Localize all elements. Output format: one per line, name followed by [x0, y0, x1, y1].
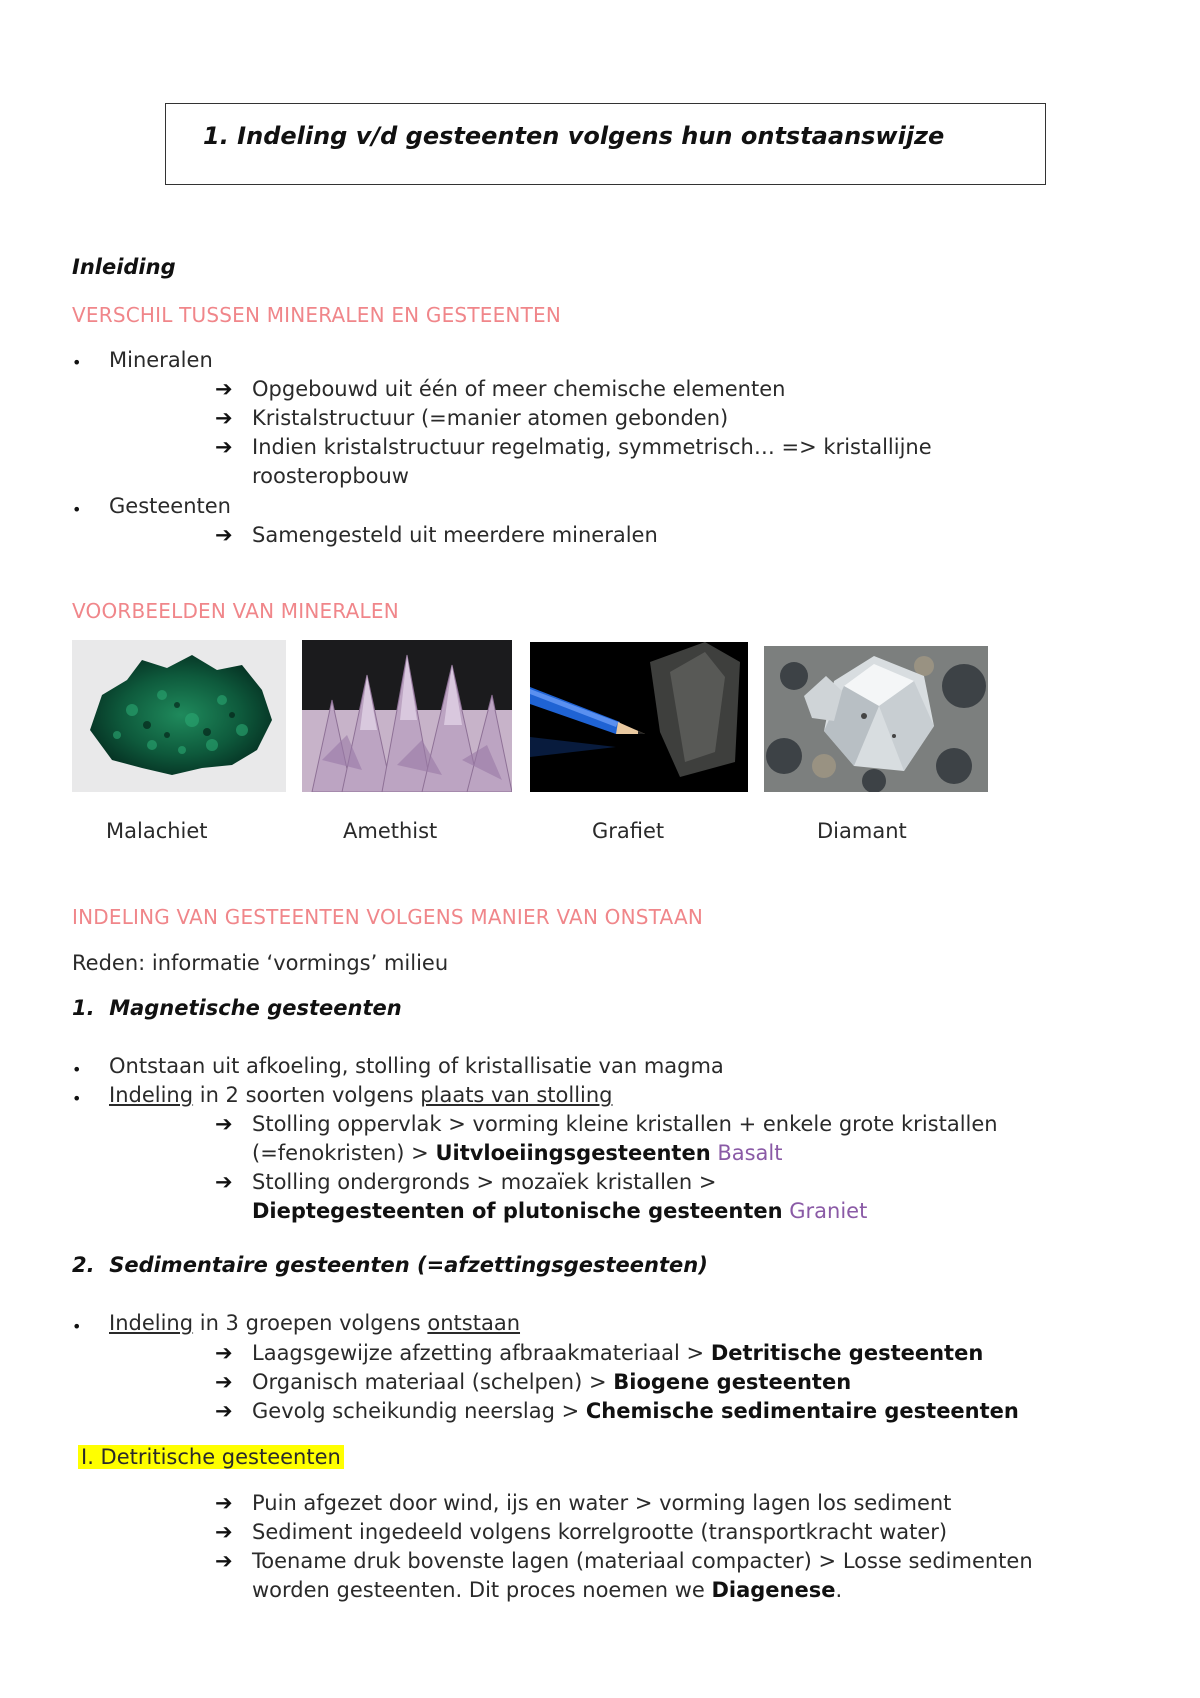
bullet-marker: • [72, 353, 82, 372]
list-item-continuation [252, 1141, 783, 1165]
example-rock: Graniet [789, 1199, 868, 1223]
arrow-icon: ➔ [215, 435, 233, 459]
section-heading-verschil: VERSCHIL TUSSEN MINERALEN EN GESTEENTEN [72, 303, 561, 327]
plain-text: Laagsgewijze afzetting afbraakmateriaal > [252, 1341, 711, 1365]
list-item: Puin afgezet door wind, ijs en water > vorming lagen los sediment [252, 1491, 952, 1515]
list-item: Samengesteld uit meerdere mineralen [252, 523, 658, 547]
list-item [252, 1341, 983, 1365]
arrow-icon: ➔ [215, 1341, 233, 1365]
bold-term: Dieptegesteenten of plutonische gesteenten [252, 1199, 783, 1223]
reden-text: Reden: informatie ‘vormings’ milieu [72, 951, 449, 975]
caption-amethist: Amethist [343, 819, 438, 843]
malachiet-image [72, 640, 286, 792]
bullet-marker: • [72, 1089, 82, 1108]
bullet-marker: • [72, 500, 82, 519]
bold-term: Diagenese [711, 1578, 836, 1602]
arrow-icon: ➔ [215, 1491, 233, 1515]
arrow-icon: ➔ [215, 1549, 233, 1573]
list-item [252, 1399, 1019, 1423]
underlined-text: Indeling [109, 1311, 194, 1335]
amethist-image [302, 640, 512, 792]
list-item: Sediment ingedeeld volgens korrelgrootte (transportkracht water) [252, 1520, 948, 1544]
plain-text: in 2 soorten volgens [193, 1083, 421, 1107]
arrow-icon: ➔ [215, 1520, 233, 1544]
plain-text: . [835, 1578, 843, 1602]
bullet-mineralen: Mineralen [109, 348, 213, 372]
list-item-continuation [252, 1578, 842, 1602]
arrow-icon: ➔ [215, 1399, 233, 1423]
list-item: Kristalstructuur (=manier atomen gebonden) [252, 406, 729, 430]
arrow-icon: ➔ [215, 406, 233, 430]
page-title: 1. Indeling v/d gesteenten volgens hun ontstaanswijze [203, 122, 945, 150]
plain-text: (=fenokristen) > [252, 1141, 436, 1165]
list-item-continuation: roosteropbouw [252, 464, 409, 488]
arrow-icon: ➔ [215, 1170, 233, 1194]
section-heading-voorbeelden: VOORBEELDEN VAN MINERALEN [72, 599, 399, 623]
list-item: Toename druk bovenste lagen (materiaal compacter) > Losse sedimenten [252, 1549, 1033, 1573]
plain-text: Gevolg scheikundig neerslag > [252, 1399, 586, 1423]
list-item: Opgebouwd uit één of meer chemische elementen [252, 377, 786, 401]
plain-text: worden gesteenten. Dit proces noemen we [252, 1578, 712, 1602]
grafiet-image [530, 642, 748, 792]
list-item [252, 1370, 851, 1394]
bullet-marker: • [72, 1060, 82, 1079]
section-heading-indeling: INDELING VAN GESTEENTEN VOLGENS MANIER VAN ONSTAAN [72, 905, 704, 929]
indeling-bullet-2 [109, 1311, 520, 1335]
caption-diamant: Diamant [817, 819, 907, 843]
indeling-bullet-1 [109, 1083, 613, 1107]
underlined-text: ontstaan [427, 1311, 521, 1335]
plain-text: in 3 groepen volgens [193, 1311, 428, 1335]
bullet-marker: • [72, 1317, 82, 1336]
underlined-text: plaats van stolling [420, 1083, 613, 1107]
arrow-icon: ➔ [215, 1112, 233, 1136]
caption-malachiet: Malachiet [106, 819, 208, 843]
plain-text: Organisch materiaal (schelpen) > [252, 1370, 614, 1394]
bold-term: Biogene gesteenten [613, 1370, 852, 1394]
list-item: Stolling ondergronds > mozaïek kristallen > [252, 1170, 717, 1194]
magma-bullet: Ontstaan uit afkoeling, stolling of kristallisatie van magma [109, 1054, 724, 1078]
list-item: Indien kristalstructuur regelmatig, symmetrisch… => kristallijne [252, 435, 932, 459]
subheading-sedimentaire: 2. Sedimentaire gesteenten (=afzettingsgesteenten) [72, 1253, 708, 1277]
caption-grafiet: Grafiet [592, 819, 665, 843]
arrow-icon: ➔ [215, 523, 233, 547]
detritisch-heading-highlight: I. Detritische gesteenten [78, 1445, 344, 1469]
arrow-icon: ➔ [215, 1370, 233, 1394]
list-item-continuation [252, 1199, 867, 1223]
diamant-image [764, 646, 988, 792]
intro-heading: Inleiding [72, 255, 176, 279]
subheading-magnetische: 1. Magnetische gesteenten [72, 996, 402, 1020]
bold-term: Chemische sedimentaire gesteenten [585, 1399, 1019, 1423]
bullet-gesteenten: Gesteenten [109, 494, 231, 518]
bold-term: Detritische gesteenten [710, 1341, 984, 1365]
example-rock: Basalt [717, 1141, 783, 1165]
list-item: Stolling oppervlak > vorming kleine kristallen + enkele grote kristallen [252, 1112, 998, 1136]
underlined-text: Indeling [109, 1083, 194, 1107]
bold-term: Uitvloeiingsgesteenten [435, 1141, 711, 1165]
arrow-icon: ➔ [215, 377, 233, 401]
